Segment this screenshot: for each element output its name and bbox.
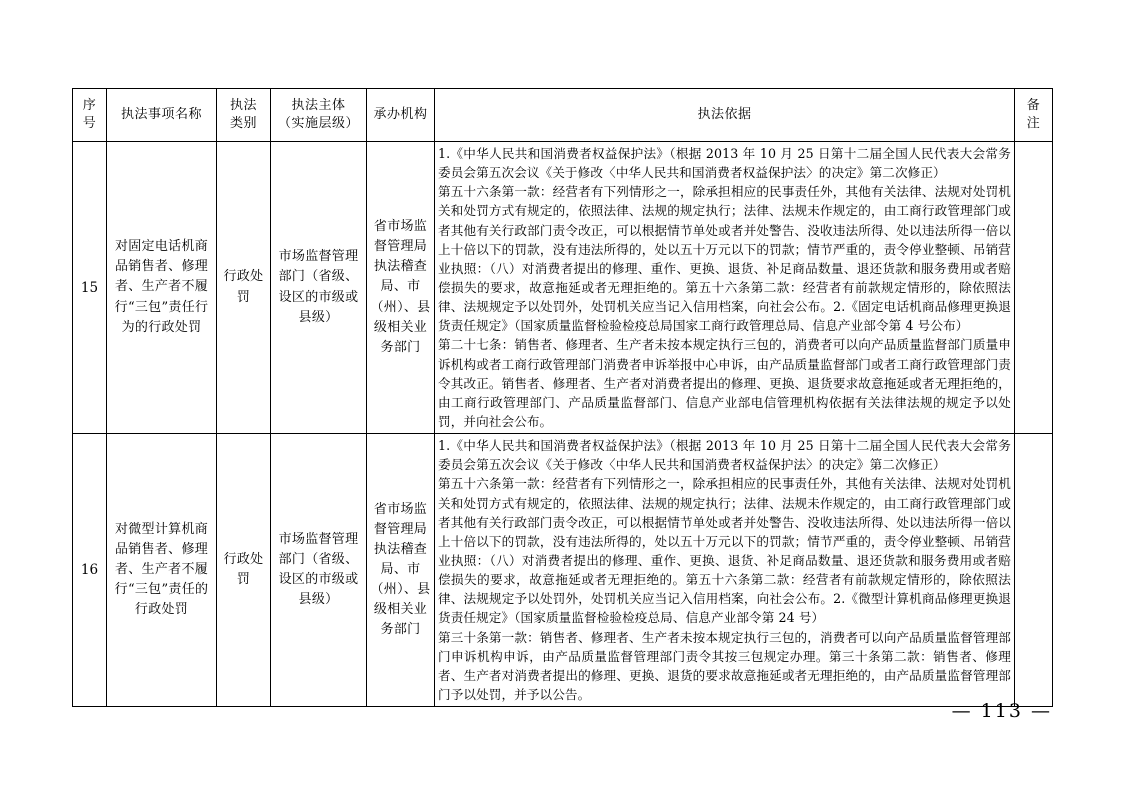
cell-remark (1015, 434, 1053, 707)
table-row (73, 434, 1053, 707)
header-remark (1015, 89, 1053, 142)
cell-basis (435, 142, 1015, 434)
header-category-line1: 执法 (229, 98, 257, 114)
cell-item-name: 对固定电话机商品销售者、修理者、生产者不履行“三包”责任行为的行政处罚 (107, 142, 217, 434)
cell-organization: 省市场监督管理局执法稽查局、市（州）、县级相关业务部门 (367, 142, 435, 434)
basis-paragraph: 第五十六条第一款：经营者有下列情形之一，除承担相应的民事责任外，其他有关法律、法规对处罚机关和处罚方式有规定的，依照法律、法规的规定执行；法律、法规未作规定的，由工商行政管理部门或者其他有关行政部门责令改正，可以根据情节单处或者并处警告、没收违法所得、处以违法所得一倍以上十倍以下的罚款，没有违法所得的，处以五十万元以下的罚款；情节严重的，责令停业整顿、吊销营业执照：（八）对消费者提出的修理、重作、更换、退货、补足商品数量、退还货款和服务费用或者赔偿损失的要求，故意拖延或者无理拒绝的。第五十六条第二款：经营者有前款规定情形的，除依照法律、法规规定予以处罚外，处罚机关应当记入信用档案，向社会公布。2.《固定电话机商品修理更换退货责任规定》（国家质量监督检验检疫总局国家工商行政管理总局、信息产业部令第 4 号公布） (438, 184, 1011, 334)
header-category (217, 89, 271, 142)
cell-subject: 市场监督管理部门（省级、设区的市级或县级） (271, 434, 367, 707)
cell-category: 行政处罚 (217, 142, 271, 434)
header-seq (73, 89, 107, 142)
header-item-name: 执法事项名称 (107, 89, 217, 142)
basis-paragraph: 第三十条第一款：销售者、修理者、生产者未按本规定执行三包的，消费者可以向产品质量监督管理部门申诉机构申诉，由产品质量监督管理部门责令其按三包规定办理。第三十条第二款：销售者、修理者、生产者对消费者提出的修理、更换、退货的要求故意拖延或者无理拒绝的，由产品质量监督管理部门予以处罚，并予以公告。 (438, 629, 1011, 702)
header-seq-line1: 序 (82, 98, 97, 114)
header-basis: 执法依据 (435, 89, 1015, 142)
table-body (73, 142, 1053, 707)
basis-paragraph: 第五十六条第一款：经营者有下列情形之一，除承担相应的民事责任外，其他有关法律、法规对处罚机关和处罚方式有规定的，依照法律、法规的规定执行；法律、法规未作规定的，由工商行政管理部门或者其他有关行政部门责令改正，可以根据情节单处或者并处警告、没收违法所得、处以违法所得一倍以上十倍以下的罚款，没有违法所得的，处以五十万元以下的罚款；情节严重的，责令停业整顿、吊销营业执照：（八）对消费者提出的修理、重作、更换、退货、补足商品数量、退还货款和服务费用或者赔偿损失的要求，故意拖延或者无理拒绝的。第五十六条第二款：经营者有前款规定情形的，除依照法律、法规规定予以处罚外，处罚机关应当记入信用档案，向社会公布。2.《微型计算机商品修理更换退货责任规定》（国家质量监督检验检疫总局、信息产业部令第 24 号） (438, 476, 1011, 626)
table-row (73, 142, 1053, 434)
header-remark-line1: 备 (1026, 98, 1041, 114)
header-remark-line2: 注 (1026, 116, 1041, 131)
header-subject (271, 89, 367, 142)
cell-subject: 市场监督管理部门（省级、设区的市级或县级） (271, 142, 367, 434)
page-number: — 113 — (951, 700, 1052, 722)
cell-basis (435, 434, 1015, 707)
basis-paragraph: 1.《中华人民共和国消费者权益保护法》（根据 2013 年 10 月 25 日第十二届全国人民代表大会常务委员会第五次会议《关于修改〈中华人民共和国消费者权益保护法〉的决定》第二次修正） (438, 146, 1011, 181)
enforcement-items-table (72, 88, 1053, 707)
table-header-row (73, 89, 1053, 142)
basis-paragraph: 第二十七条：销售者、修理者、生产者未按本规定执行三包的，消费者可以向产品质量监督部门质量申诉机构或者工商行政管理部门消费者申诉举报中心申诉，由产品质量监督部门或者工商行政管理部门责令其改正。销售者、修理者、生产者对消费者提出的修理、更换、退货要求故意拖延或者无理拒绝的，由工商行政管理部门、产品质量监督部门、信息产业部电信管理机构依据有关法律法规的规定予以处罚，并向社会公布。 (438, 337, 1011, 429)
cell-category: 行政处罚 (217, 434, 271, 707)
cell-seq: 15 (73, 142, 107, 434)
header-subject-line1: 执法主体 (291, 98, 346, 114)
table-header (73, 89, 1053, 142)
basis-paragraph: 1.《中华人民共和国消费者权益保护法》（根据 2013 年 10 月 25 日第十二届全国人民代表大会常务委员会第五次会议《关于修改〈中华人民共和国消费者权益保护法〉的决定》第二次修正） (438, 438, 1011, 473)
cell-item-name: 对微型计算机商品销售者、修理者、生产者不履行“三包”责任的行政处罚 (107, 434, 217, 707)
cell-organization: 省市场监督管理局执法稽查局、市（州）、县级相关业务部门 (367, 434, 435, 707)
header-subject-line2: （实施层级） (277, 116, 359, 131)
cell-remark (1015, 142, 1053, 434)
cell-seq: 16 (73, 434, 107, 707)
header-category-line2: 类别 (229, 116, 257, 131)
header-organization: 承办机构 (367, 89, 435, 142)
header-seq-line2: 号 (82, 116, 97, 131)
